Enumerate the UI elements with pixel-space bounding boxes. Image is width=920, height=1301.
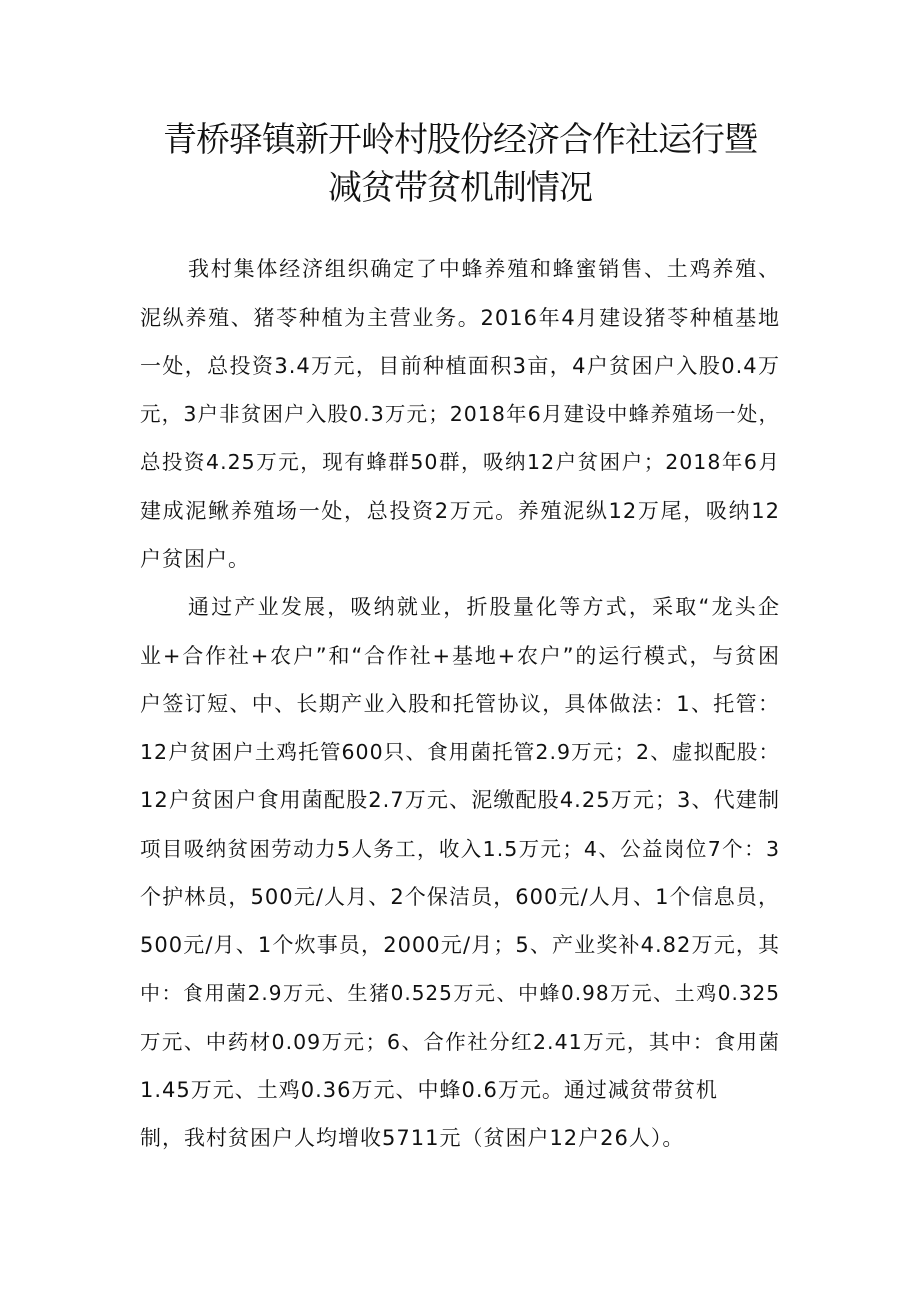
paragraph-2-line-7: 个护林员，500元/人月、2个保洁员，600元/人月、1个信息员，: [140, 885, 780, 909]
paragraph-1-line-1: 我村集体经济组织确定了中蜂养殖和蜂蜜销售、土鸡养殖、: [188, 257, 780, 281]
paragraph-1-line-7: 户贫困户。: [140, 547, 250, 571]
paragraph-2-line-8: 500元/月、1个炊事员，2000元/月；5、产业奖补4.82万元，其: [140, 933, 780, 957]
paragraph-2-line-9: 中：食用菌2.9万元、生猪0.525万元、中蜂0.98万元、土鸡0.325: [140, 981, 780, 1005]
paragraph-2-line-5: 12户贫困户食用菌配股2.7万元、泥缴配股4.25万元；3、代建制: [140, 788, 780, 812]
paragraph-2-line-3: 户签订短、中、长期产业入股和托管协议，具体做法：1、托管：: [140, 692, 780, 716]
document-title-line-1: 青桥驿镇新开岭村股份经济合作社运行暨: [163, 120, 757, 160]
paragraph-2-line-12: 制，我村贫困户人均增收5711元（贫困户12户26人）。: [140, 1126, 685, 1150]
paragraph-1-line-2: 泥纵养殖、猪苓种植为主营业务。2016年4月建设猪苓种植基地: [140, 306, 780, 330]
paragraph-2-line-10: 万元、中药材0.09万元；6、合作社分红2.41万元，其中：食用菌: [140, 1030, 780, 1054]
paragraph-1-line-3: 一处，总投资3.4万元，目前种植面积3亩，4户贫困户入股0.4万: [140, 354, 780, 378]
document-title-line-2: 减贫带贫机制情况: [328, 168, 592, 208]
paragraph-1-line-6: 建成泥鳅养殖场一处，总投资2万元。养殖泥纵12万尾，吸纳12: [140, 499, 780, 523]
paragraph-1-line-5: 总投资4.25万元，现有蜂群50群，吸纳12户贫困户；2018年6月: [140, 450, 780, 474]
paragraph-2-line-4: 12户贫困户土鸡托管600只、食用菌托管2.9万元；2、虚拟配股：: [140, 740, 780, 764]
paragraph-2-line-6: 项目吸纳贫困劳动力5人务工，收入1.5万元；4、公益岗位7个：3: [140, 837, 780, 861]
paragraph-2-line-11: 1.45万元、土鸡0.36万元、中蜂0.6万元。通过减贫带贫机: [140, 1078, 718, 1102]
paragraph-2-line-2: 业+合作社+农户”和“合作社+基地+农户”的运行模式，与贫困: [140, 644, 780, 668]
paragraph-1-line-4: 元，3户非贫困户入股0.3万元；2018年6月建设中蜂养殖场一处，: [140, 402, 780, 426]
paragraph-2-line-1: 通过产业发展，吸纳就业，折股量化等方式，采取“龙头企: [188, 595, 780, 619]
